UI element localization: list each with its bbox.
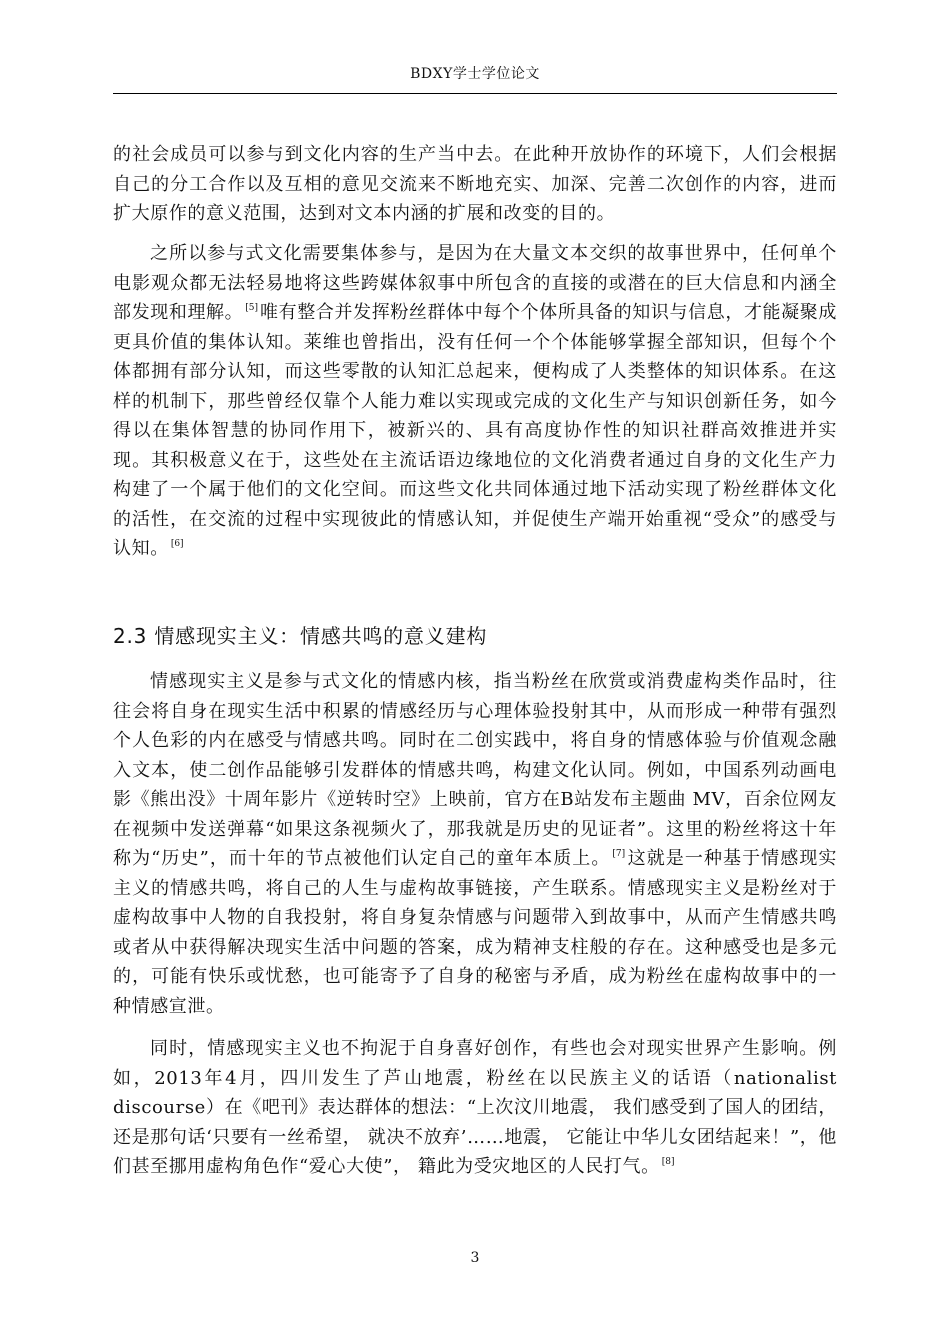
paragraph-text: 同时，情感现实主义也不拘泥于自身喜好创作，有些也会对现实世界产生影响。例如，2013年4月，四川发生了芦山地震，粉丝在以民族主义的话语（nationalist discourse）在《吧刊》表达群体的想法：“上次汶川地震， 我们感受到了国人的团结， 还是那句话‘只要有一丝希望， 就决不放弃’……地震， 它能让中华儿女团结起来！”，他们甚至挪用虚构角色作“爱心大使”， 籍此为受灾地区的人民打气。 (113, 1038, 837, 1177)
citation-6: [6] (170, 539, 184, 549)
paragraph-text: 的社会成员可以参与到文化内容的生产当中去。在此种开放协作的环境下，人们会根据自己的分工合作以及互相的意见交流来不断地充实、加深、完善二次创作的内容，进而扩大原作的意义范围，达到对文本内涵的扩展和改变的目的。 (113, 144, 837, 224)
citation-5: [5] (245, 303, 259, 313)
paragraph-continued (113, 140, 837, 229)
paragraph-collective-participation (113, 239, 837, 564)
header-rule (113, 93, 837, 94)
paragraph-emotional-realism (113, 667, 837, 1021)
citation-8: [8] (661, 1157, 675, 1167)
paragraph-text: 之所以参与式文化需要集体参与，是因为在大量文本交织的故事世界中，任何单个电影观众都无法轻易地将这些跨媒体叙事中所包含的直接的或潜在的巨大信息和内涵全部发现和理解。 (113, 243, 837, 323)
section-heading: 2.3 情感现实主义：情感共鸣的意义建构 (113, 624, 488, 648)
paragraph-real-world-impact (113, 1034, 837, 1182)
citation-7: [7] (612, 849, 626, 859)
paragraph-text: 这就是一种基于情感现实主义的情感共鸣，将自己的人生与虚构故事链接，产生联系。情感现实主义是粉丝对于虚构故事中人物的自我投射，将自身复杂情感与问题带入到故事中，从而产生情感共鸣或者从中获得解决现实生活中问题的答案，成为精神支柱般的存在。这种感受也是多元的，可能有快乐或忧愁，也可能寄予了自身的秘密与矛盾，成为粉丝在虚构故事中的一种情感宣泄。 (113, 848, 837, 1017)
paragraph-text: 情感现实主义是参与式文化的情感内核，指当粉丝在欣赏或消费虚构类作品时，往往会将自身在现实生活中积累的情感经历与心理体验投射其中，从而形成一种带有强烈个人色彩的内在感受与情感共鸣。同时在二创实践中，将自身的情感体验与价值观念融入文本，使二创作品能够引发群体的情感共鸣，构建文化认同。例如，中国系列动画电影《熊出没》十周年影片《逆转时空》上映前，官方在B站发布主题曲 MV，百余位网友在视频中发送弹幕“如果这条视频火了，那我就是历史的见证者”。这里的粉丝将这十年称为“历史”，而十年的节点被他们认定自己的童年本质上。 (113, 671, 837, 869)
running-header: BDXY学士学位论文 (410, 66, 540, 82)
paragraph-text: 唯有整合并发挥粉丝群体中每个个体所具备的知识与信息，才能凝聚成更具价值的集体认知。莱维也曾指出，没有任何一个个体能够掌握全部知识，但每个个体都拥有部分认知，而这些零散的认知汇总起来，便构成了人类整体的知识体系。在这样的机制下，那些曾经仅靠个人能力难以实现或完成的文化生产与知识创新任务，如今得以在集体智慧的协同作用下，被新兴的、具有高度协作性的知识社群高效推进并实现。其积极意义在于，这些处在主流话语边缘地位的文化消费者通过自身的文化生产力构建了一个属于他们的文化空间。而这些文化共同体通过地下活动实现了粉丝群体文化的活性，在交流的过程中实现彼此的情感认知，并促使生产端开始重视“受众”的感受与认知。 (113, 302, 837, 559)
page-number: 3 (470, 1250, 480, 1266)
